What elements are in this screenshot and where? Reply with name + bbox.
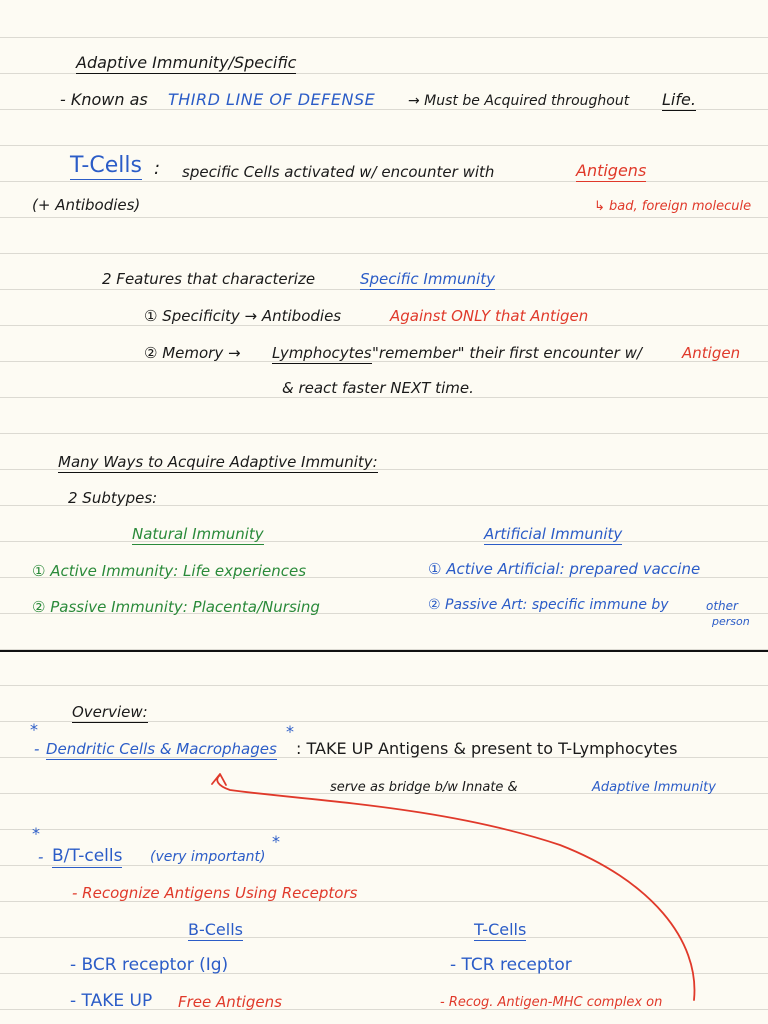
- bridge-text: serve as bridge b/w Innate &: [330, 780, 518, 795]
- dendritic-dash: -: [34, 740, 40, 758]
- take-up-antigens: : TAKE UP Antigens & present to T-Lymphocytes: [296, 739, 678, 758]
- third-line-of-defense: THIRD LINE OF DEFENSE: [168, 90, 376, 109]
- free-antigens: Free Antigens: [178, 993, 282, 1011]
- bt-cells-label: B/T-cells: [52, 846, 123, 866]
- feature-specificity-red: Against ONLY that Antigen: [390, 307, 589, 325]
- overview-heading: Overview:: [72, 703, 148, 721]
- feature-memory-antigen: Antigen: [682, 344, 741, 362]
- page-heading: Adaptive Immunity/Specific: [76, 53, 297, 72]
- feature-specificity: ① Specificity → Antibodies: [144, 307, 342, 325]
- lymphocytes-word: Lymphocytes: [272, 344, 372, 362]
- artificial-passive-other: other: [706, 599, 738, 613]
- natural-immunity-title: Natural Immunity: [132, 525, 264, 543]
- artificial-active: ① Active Artificial: prepared vaccine: [428, 560, 701, 578]
- life-word: Life.: [662, 90, 696, 109]
- specific-immunity-label: Specific Immunity: [360, 270, 495, 288]
- star-mark-2: *: [286, 722, 294, 741]
- bcells-title: B-Cells: [188, 920, 243, 939]
- star-mark-1: *: [30, 720, 38, 739]
- foreign-molecule-note: ↳ bad, foreign molecule: [594, 199, 752, 214]
- bt-dash: -: [38, 848, 44, 866]
- feature-memory-line2: & react faster NEXT time.: [282, 379, 474, 397]
- artificial-passive-person: person: [712, 615, 750, 628]
- tcells-colon: :: [154, 158, 161, 179]
- natural-active: ① Active Immunity: Life experiences: [32, 562, 307, 580]
- feature-memory-prefix: ② Memory →: [144, 344, 241, 362]
- tcells-subtitle: T-Cells: [474, 920, 527, 939]
- recog-mhc-complex: - Recog. Antigen-MHC complex on: [440, 995, 663, 1010]
- recognize-antigens: - Recognize Antigens Using Receptors: [72, 884, 358, 902]
- subtypes-label: 2 Subtypes:: [68, 489, 158, 507]
- known-as-prefix: - Known as: [60, 90, 148, 109]
- tcr-receptor: - TCR receptor: [450, 955, 572, 975]
- features-intro: 2 Features that characterize: [102, 270, 316, 288]
- star-mark-4: *: [272, 832, 280, 851]
- adaptive-immunity-label: Adaptive Immunity: [592, 780, 716, 795]
- feature-memory-text: "remember" their first encounter w/: [372, 344, 642, 362]
- bcr-receptor: - BCR receptor (Ig): [70, 955, 229, 975]
- antigens-word: Antigens: [576, 161, 647, 180]
- take-up-free-prefix: - TAKE UP: [70, 991, 153, 1011]
- ways-heading: Many Ways to Acquire Adaptive Immunity:: [58, 453, 378, 471]
- artificial-immunity-title: Artificial Immunity: [484, 525, 623, 543]
- tcells-title: T-Cells: [70, 153, 142, 178]
- dendritic-macrophages: Dendritic Cells & Macrophages: [46, 740, 277, 758]
- must-be-acquired: → Must be Acquired throughout: [408, 93, 630, 109]
- antibodies-note: (+ Antibodies): [32, 196, 141, 214]
- bt-cells-note: (very important): [150, 849, 266, 865]
- star-mark-3: *: [32, 824, 40, 843]
- natural-passive: ② Passive Immunity: Placenta/Nursing: [32, 598, 320, 616]
- artificial-passive: ② Passive Art: specific immune by: [428, 597, 669, 613]
- tcells-definition: specific Cells activated w/ encounter with: [182, 163, 495, 181]
- red-curve-arrow-line: [217, 775, 694, 1000]
